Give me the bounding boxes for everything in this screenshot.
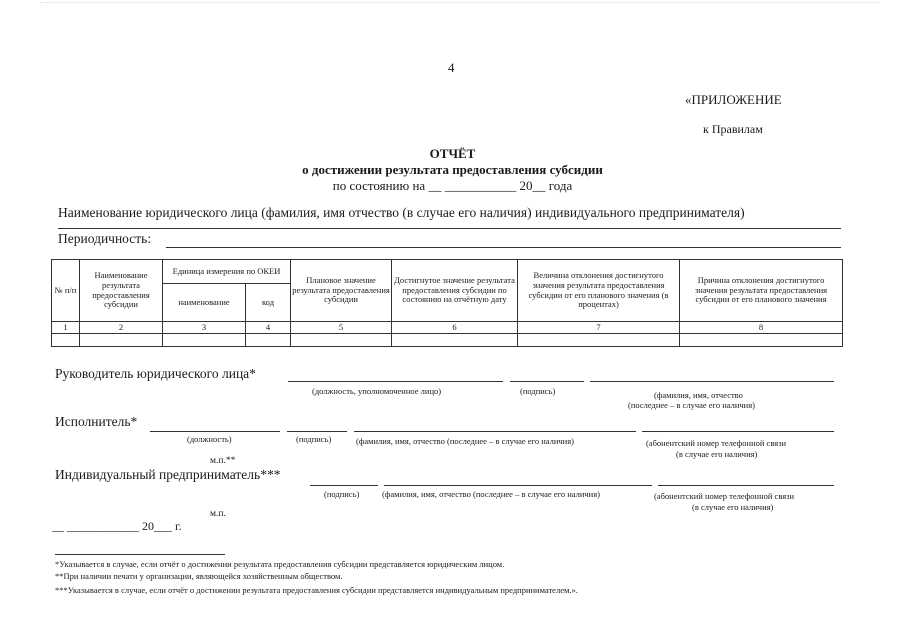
ip-cap-phone: (абонентский номер телефонной связи <box>654 491 795 501</box>
exec-name-line[interactable] <box>354 431 636 432</box>
header-unit: Единица измерения по ОКЕИ <box>163 260 291 284</box>
report-subtitle: о достижении результата предоставления субсидии <box>302 162 603 177</box>
exec-cap-signature: (подпись) <box>296 434 332 444</box>
head-cap-name: (фамилия, имя, отчество <box>654 390 743 400</box>
ip-cap-signature: (подпись) <box>324 489 360 499</box>
table-cell[interactable] <box>291 334 392 347</box>
head-label: Руководитель юридического лица* <box>55 366 256 381</box>
col-number: 3 <box>163 322 246 334</box>
footnote-divider <box>55 554 225 555</box>
report-date[interactable]: __ ____________ 20___ г. <box>52 519 182 533</box>
table-cell[interactable] <box>52 334 80 347</box>
head-position-line[interactable] <box>288 381 503 382</box>
report-table <box>51 259 843 347</box>
table-cell[interactable] <box>680 334 843 347</box>
entity-name-line[interactable] <box>58 228 841 229</box>
header-result-name: Наименование результата предоставления субсидии <box>80 260 163 322</box>
column-number-row <box>52 322 843 334</box>
footnote-3: ***Указывается в случае, если отчёт о достижении результата предоставления субсидии представляется индивидуальным предпринимателем.». <box>55 585 578 595</box>
entity-name-label: Наименование юридического лица (фамилия, имя отчество (в случае его наличия) индивидуального предпринимателя) <box>58 205 745 220</box>
col-number: 5 <box>291 322 392 334</box>
header-unit-name: наименование <box>163 284 246 322</box>
head-cap-signature: (подпись) <box>520 386 556 396</box>
report-title: ОТЧЁТ <box>429 146 476 161</box>
appendix-label: «ПРИЛОЖЕНИЕ <box>685 92 782 107</box>
head-signature-line[interactable] <box>510 381 584 382</box>
col-number: 8 <box>680 322 843 334</box>
exec-cap-phone: (абонентский номер телефонной связи <box>646 438 787 448</box>
ip-cap-phone2: (в случае его наличия) <box>692 502 774 512</box>
exec-position-line[interactable] <box>150 431 280 432</box>
header-unit-code: код <box>246 284 291 322</box>
page-number: 4 <box>448 60 455 75</box>
head-name-line[interactable] <box>590 381 834 382</box>
header-num: № п/п <box>52 260 80 322</box>
table-cell[interactable] <box>518 334 680 347</box>
table-row <box>52 334 843 347</box>
header-reason: Причина отклонения достигнутого значения результата предоставления субсидии от его планового значения <box>680 260 843 322</box>
header-achieved: Достигнутое значение результата предоставления субсидии по состоянию на отчётную дату <box>392 260 518 322</box>
table-cell[interactable] <box>163 334 246 347</box>
ip-label: Индивидуальный предприниматель*** <box>55 467 281 482</box>
ip-name-line[interactable] <box>384 485 652 486</box>
ip-cap-name: (фамилия, имя, отчество (последнее – в случае его наличия) <box>382 489 600 499</box>
col-number: 2 <box>80 322 163 334</box>
head-cap-position: (должность, уполномоченное лицо) <box>312 386 442 396</box>
col-number: 4 <box>246 322 291 334</box>
exec-phone-line[interactable] <box>642 431 834 432</box>
exec-cap-position: (должность) <box>187 434 232 444</box>
header-plan: Плановое значение результата предоставления субсидии <box>291 260 392 322</box>
exec-label: Исполнитель* <box>55 414 138 429</box>
col-number: 6 <box>392 322 518 334</box>
footnote-1: *Указывается в случае, если отчёт о достижении результата предоставления субсидии представляется юридическим лицом. <box>55 559 505 569</box>
ip-signature-line[interactable] <box>310 485 378 486</box>
header-deviation: Величина отклонения достигнутого значения результата предоставления субсидии от его планового значения (в процентах) <box>518 260 680 322</box>
footnote-2: **При наличии печати у организации, являющейся хозяйственным обществом. <box>55 571 343 581</box>
exec-cap-phone2: (в случае его наличия) <box>676 449 758 459</box>
exec-signature-line[interactable] <box>287 431 347 432</box>
scan-artifact <box>40 2 880 11</box>
ip-phone-line[interactable] <box>658 485 834 486</box>
table-cell[interactable] <box>392 334 518 347</box>
periodicity-label: Периодичность: <box>58 231 152 246</box>
table-cell[interactable] <box>80 334 163 347</box>
stamp-2: м.п. <box>210 509 226 519</box>
col-number: 1 <box>52 322 80 334</box>
head-cap-name2: (последнее – в случае его наличия) <box>628 400 755 410</box>
periodicity-line[interactable] <box>166 247 841 248</box>
report-as-of: по состоянию на __ ___________ 20__ года <box>332 178 573 193</box>
col-number: 7 <box>518 322 680 334</box>
appendix-to-rules: к Правилам <box>703 122 763 136</box>
exec-cap-name: (фамилия, имя, отчество (последнее – в случае его наличия) <box>356 436 574 446</box>
table-cell[interactable] <box>246 334 291 347</box>
stamp-1: м.п.** <box>210 456 236 466</box>
